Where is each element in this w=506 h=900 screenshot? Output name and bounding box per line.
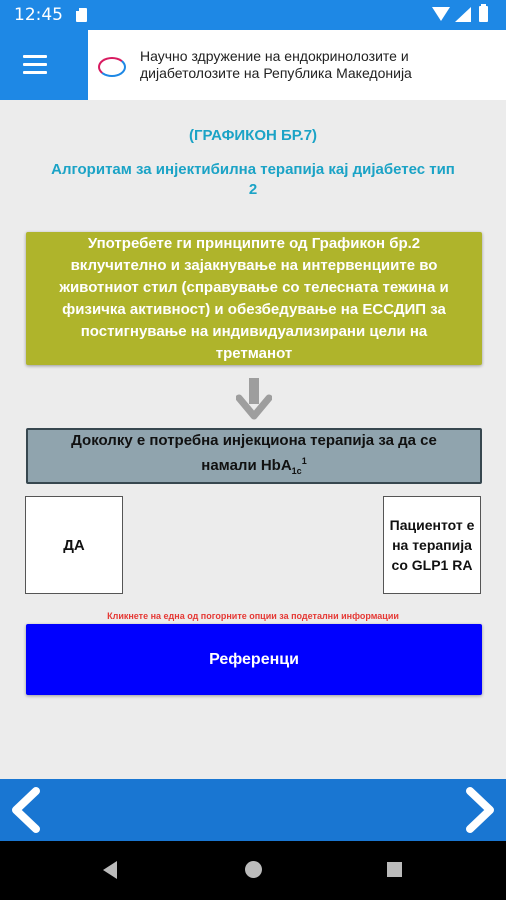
status-time: 12:45 <box>14 5 63 25</box>
option-yes-label: ДА <box>63 536 85 554</box>
app-header <box>0 30 506 100</box>
lifestyle-principles-text: Употребете ги принципите од Графикон бр.2 вклучително и зајакнување на интервенциите во животниот стил (справување со телесната тежина и физичка активност) и обезбедување на ЕССДИП за постигнување на индивидуализирани цели на третманот <box>59 234 449 362</box>
option-yes-button[interactable] <box>25 496 123 594</box>
association-logo-icon <box>98 57 126 77</box>
wifi-icon <box>432 7 450 21</box>
back-icon[interactable] <box>103 861 117 879</box>
option-glp1-button[interactable] <box>383 496 481 594</box>
signal-icon <box>455 7 471 22</box>
footnote-marker: 1 <box>301 456 307 466</box>
system-navigation-bar <box>0 841 506 900</box>
chevron-right-icon[interactable] <box>462 787 498 833</box>
status-bar <box>0 0 506 30</box>
option-glp1-label: Пациентот е на терапија со GLP1 RA <box>389 517 475 573</box>
subtitle-line-2: 2 <box>248 181 258 198</box>
menu-button[interactable] <box>0 30 88 100</box>
page-title: (ГРАФИКОН БР.7) <box>188 127 318 144</box>
bottom-navigation <box>0 779 506 841</box>
subtitle-line-1: Алгоритам за инјектибилна терапија кај дијабетес тип <box>51 161 455 178</box>
references-label: Референци <box>209 650 299 668</box>
lifestyle-principles-box <box>26 232 482 365</box>
org-name-line-2: дијабетолозите на Република Македонија <box>140 65 412 81</box>
injection-therapy-question <box>42 430 466 482</box>
question-text: Доколку е потребна инјекциона терапија за да се намали HbA <box>71 432 437 474</box>
hba1c-subscript: 1c <box>291 466 302 476</box>
instruction-hint: Кликнете на една од погорните опции за подетални информации <box>107 611 399 621</box>
references-button[interactable] <box>26 624 482 695</box>
hamburger-menu-icon[interactable] <box>23 55 47 75</box>
page-subtitle <box>30 160 476 200</box>
arrow-down-icon <box>236 378 272 422</box>
org-name-line-1: Научно здружение на ендокринолозите и <box>140 48 409 64</box>
home-icon[interactable] <box>245 861 262 878</box>
recents-icon[interactable] <box>387 862 402 877</box>
injection-therapy-question-box <box>26 428 482 484</box>
sd-card-icon <box>76 8 87 22</box>
organization-name <box>140 48 500 82</box>
chevron-left-icon[interactable] <box>8 787 44 833</box>
battery-icon <box>479 6 488 22</box>
